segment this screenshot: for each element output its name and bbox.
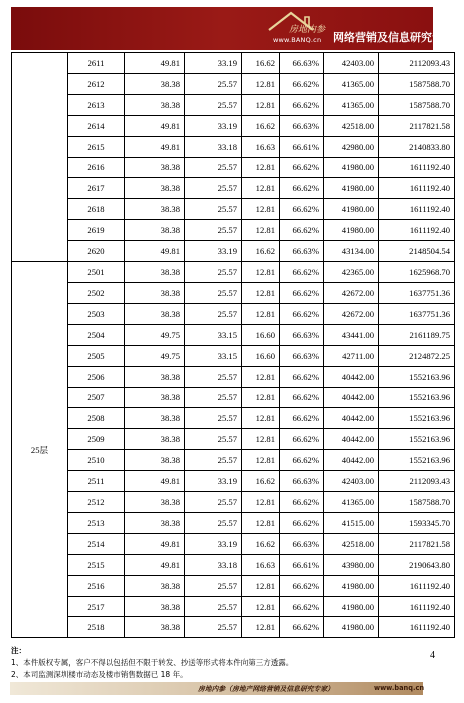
total-price-cell: 1552163.96 <box>379 429 455 450</box>
net-area-cell: 33.15 <box>185 345 242 366</box>
unit-price-cell: 41980.00 <box>324 178 379 199</box>
total-price-cell: 2124872.25 <box>379 345 455 366</box>
unit-number-cell: 2513 <box>68 512 125 533</box>
net-area-cell: 25.57 <box>185 94 242 115</box>
shared-area-cell: 12.81 <box>242 178 280 199</box>
table-row <box>12 492 455 513</box>
net-area-cell: 25.57 <box>185 366 242 387</box>
gross-area-cell: 38.38 <box>125 492 185 513</box>
unit-number-cell: 2613 <box>68 94 125 115</box>
gross-area-cell: 38.38 <box>125 262 185 283</box>
note-item-1: 1、本件版权专属，客户不得以包括但不限于转发、抄送等形式将本件向第三方透露。 <box>11 658 294 667</box>
table-body <box>12 53 455 638</box>
shared-area-cell: 12.81 <box>242 387 280 408</box>
total-price-cell: 1593345.70 <box>379 512 455 533</box>
gross-area-cell: 49.81 <box>125 241 185 262</box>
table-row <box>12 512 455 533</box>
efficiency-ratio-cell: 66.62% <box>280 303 324 324</box>
unit-price-table <box>11 52 455 638</box>
shared-area-cell: 16.63 <box>242 554 280 575</box>
efficiency-ratio-cell: 66.62% <box>280 492 324 513</box>
table-row <box>12 262 455 283</box>
shared-area-cell: 12.81 <box>242 617 280 638</box>
table-row <box>12 199 455 220</box>
unit-number-cell: 2508 <box>68 408 125 429</box>
net-area-cell: 25.57 <box>185 387 242 408</box>
notes-heading: 注： <box>11 646 26 655</box>
gross-area-cell: 38.38 <box>125 387 185 408</box>
shared-area-cell: 12.81 <box>242 94 280 115</box>
unit-price-cell: 42403.00 <box>324 53 379 74</box>
table-row <box>12 115 455 136</box>
unit-price-cell: 43441.00 <box>324 324 379 345</box>
shared-area-cell: 16.62 <box>242 115 280 136</box>
table-row <box>12 387 455 408</box>
shared-area-cell: 12.81 <box>242 73 280 94</box>
net-area-cell: 25.57 <box>185 512 242 533</box>
unit-price-cell: 40442.00 <box>324 408 379 429</box>
total-price-cell: 1611192.40 <box>379 157 455 178</box>
gross-area-cell: 38.38 <box>125 512 185 533</box>
banq-logo <box>261 10 331 48</box>
efficiency-ratio-cell: 66.63% <box>280 533 324 554</box>
table-row <box>12 471 455 492</box>
gross-area-cell: 38.38 <box>125 303 185 324</box>
total-price-cell: 1611192.40 <box>379 596 455 617</box>
shared-area-cell: 12.81 <box>242 199 280 220</box>
efficiency-ratio-cell: 66.61% <box>280 554 324 575</box>
efficiency-ratio-cell: 66.63% <box>280 471 324 492</box>
unit-number-cell: 2502 <box>68 282 125 303</box>
total-price-cell: 2112093.43 <box>379 471 455 492</box>
efficiency-ratio-cell: 66.62% <box>280 408 324 429</box>
unit-number-cell: 2501 <box>68 262 125 283</box>
total-price-cell: 1552163.96 <box>379 387 455 408</box>
table-row <box>12 282 455 303</box>
unit-price-cell: 42365.00 <box>324 262 379 283</box>
gross-area-cell: 38.38 <box>125 450 185 471</box>
unit-number-cell: 2619 <box>68 220 125 241</box>
gross-area-cell: 49.81 <box>125 136 185 157</box>
unit-number-cell: 2506 <box>68 366 125 387</box>
net-area-cell: 33.19 <box>185 115 242 136</box>
efficiency-ratio-cell: 66.62% <box>280 178 324 199</box>
unit-number-cell: 2511 <box>68 471 125 492</box>
gross-area-cell: 38.38 <box>125 94 185 115</box>
unit-number-cell: 2612 <box>68 73 125 94</box>
unit-number-cell: 2505 <box>68 345 125 366</box>
net-area-cell: 25.57 <box>185 303 242 324</box>
unit-number-cell: 2503 <box>68 303 125 324</box>
gross-area-cell: 38.38 <box>125 220 185 241</box>
table-row <box>12 94 455 115</box>
unit-price-cell: 42403.00 <box>324 471 379 492</box>
unit-price-cell: 41980.00 <box>324 199 379 220</box>
total-price-cell: 2117821.58 <box>379 115 455 136</box>
unit-number-cell: 2616 <box>68 157 125 178</box>
note-item-2: 2、本司监测深圳楼市动态及楼市销售数据已 18 年。 <box>11 670 188 679</box>
net-area-cell: 25.57 <box>185 429 242 450</box>
unit-price-cell: 43980.00 <box>324 554 379 575</box>
efficiency-ratio-cell: 66.62% <box>280 512 324 533</box>
unit-price-cell: 41980.00 <box>324 617 379 638</box>
net-area-cell: 33.15 <box>185 324 242 345</box>
efficiency-ratio-cell: 66.62% <box>280 199 324 220</box>
total-price-cell: 2117821.58 <box>379 533 455 554</box>
gross-area-cell: 38.38 <box>125 575 185 596</box>
unit-number-cell: 2509 <box>68 429 125 450</box>
shared-area-cell: 12.81 <box>242 575 280 596</box>
unit-number-cell: 2504 <box>68 324 125 345</box>
table-row <box>12 241 455 262</box>
total-price-cell: 1611192.40 <box>379 199 455 220</box>
table-row <box>12 450 455 471</box>
total-price-cell: 1625968.70 <box>379 262 455 283</box>
unit-price-cell: 43134.00 <box>324 241 379 262</box>
shared-area-cell: 16.62 <box>242 533 280 554</box>
floor-label-cell <box>12 53 68 262</box>
efficiency-ratio-cell: 66.63% <box>280 324 324 345</box>
efficiency-ratio-cell: 66.62% <box>280 262 324 283</box>
shared-area-cell: 12.81 <box>242 220 280 241</box>
gross-area-cell: 49.81 <box>125 554 185 575</box>
efficiency-ratio-cell: 66.62% <box>280 220 324 241</box>
logo-url-text: www.BANQ.cn <box>273 36 322 44</box>
table-row <box>12 533 455 554</box>
table-row <box>12 596 455 617</box>
efficiency-ratio-cell: 66.62% <box>280 450 324 471</box>
gross-area-cell: 38.38 <box>125 617 185 638</box>
table-row <box>12 53 455 74</box>
gross-area-cell: 38.38 <box>125 282 185 303</box>
table-row <box>12 324 455 345</box>
unit-number-cell: 2516 <box>68 575 125 596</box>
gross-area-cell: 38.38 <box>125 199 185 220</box>
total-price-cell: 1611192.40 <box>379 220 455 241</box>
total-price-cell: 1552163.96 <box>379 366 455 387</box>
unit-price-cell: 40442.00 <box>324 366 379 387</box>
efficiency-ratio-cell: 66.63% <box>280 53 324 74</box>
total-price-cell: 1637751.36 <box>379 303 455 324</box>
table-row <box>12 554 455 575</box>
net-area-cell: 33.19 <box>185 471 242 492</box>
shared-area-cell: 16.62 <box>242 241 280 262</box>
unit-number-cell: 2615 <box>68 136 125 157</box>
net-area-cell: 25.57 <box>185 282 242 303</box>
unit-number-cell: 2614 <box>68 115 125 136</box>
shared-area-cell: 12.81 <box>242 262 280 283</box>
unit-price-cell: 40442.00 <box>324 387 379 408</box>
gross-area-cell: 38.38 <box>125 178 185 199</box>
shared-area-cell: 16.62 <box>242 471 280 492</box>
unit-price-cell: 41980.00 <box>324 157 379 178</box>
table-row <box>12 157 455 178</box>
gross-area-cell: 49.75 <box>125 324 185 345</box>
gross-area-cell: 38.38 <box>125 73 185 94</box>
gross-area-cell: 49.81 <box>125 53 185 74</box>
total-price-cell: 2148504.54 <box>379 241 455 262</box>
total-price-cell: 2112093.43 <box>379 53 455 74</box>
shared-area-cell: 12.81 <box>242 157 280 178</box>
footer-band <box>10 682 423 695</box>
unit-number-cell: 2512 <box>68 492 125 513</box>
page-number: 4 <box>430 650 435 661</box>
footer-url: www.banq.cn <box>374 684 425 692</box>
net-area-cell: 25.57 <box>185 178 242 199</box>
table-row <box>12 73 455 94</box>
net-area-cell: 25.57 <box>185 408 242 429</box>
gross-area-cell: 38.38 <box>125 366 185 387</box>
gross-area-cell: 49.75 <box>125 345 185 366</box>
shared-area-cell: 16.60 <box>242 345 280 366</box>
net-area-cell: 25.57 <box>185 617 242 638</box>
total-price-cell: 1587588.70 <box>379 94 455 115</box>
efficiency-ratio-cell: 66.63% <box>280 115 324 136</box>
unit-price-cell: 41980.00 <box>324 596 379 617</box>
header-banner <box>11 7 454 50</box>
net-area-cell: 25.57 <box>185 220 242 241</box>
efficiency-ratio-cell: 66.62% <box>280 429 324 450</box>
total-price-cell: 1637751.36 <box>379 282 455 303</box>
net-area-cell: 25.57 <box>185 73 242 94</box>
shared-area-cell: 12.81 <box>242 512 280 533</box>
table-row <box>12 408 455 429</box>
unit-price-cell: 41365.00 <box>324 73 379 94</box>
total-price-cell: 1611192.40 <box>379 617 455 638</box>
table-row <box>12 303 455 324</box>
total-price-cell: 2190643.80 <box>379 554 455 575</box>
shared-area-cell: 12.81 <box>242 408 280 429</box>
total-price-cell: 1611192.40 <box>379 575 455 596</box>
gross-area-cell: 38.38 <box>125 596 185 617</box>
gross-area-cell: 49.81 <box>125 533 185 554</box>
net-area-cell: 25.57 <box>185 262 242 283</box>
shared-area-cell: 12.81 <box>242 282 280 303</box>
unit-price-cell: 41980.00 <box>324 575 379 596</box>
table-row <box>12 178 455 199</box>
unit-price-cell: 42711.00 <box>324 345 379 366</box>
unit-price-cell: 41980.00 <box>324 220 379 241</box>
unit-price-cell: 41515.00 <box>324 512 379 533</box>
table-row <box>12 617 455 638</box>
unit-price-cell: 42518.00 <box>324 115 379 136</box>
gross-area-cell: 49.81 <box>125 115 185 136</box>
efficiency-ratio-cell: 66.62% <box>280 94 324 115</box>
notes-section <box>11 645 421 681</box>
net-area-cell: 25.57 <box>185 596 242 617</box>
efficiency-ratio-cell: 66.62% <box>280 366 324 387</box>
unit-price-cell: 41365.00 <box>324 492 379 513</box>
unit-price-cell: 42980.00 <box>324 136 379 157</box>
total-price-cell: 2140833.80 <box>379 136 455 157</box>
floor-label-cell: 25层 <box>12 262 68 638</box>
efficiency-ratio-cell: 66.62% <box>280 617 324 638</box>
net-area-cell: 33.18 <box>185 136 242 157</box>
unit-number-cell: 2517 <box>68 596 125 617</box>
net-area-cell: 25.57 <box>185 450 242 471</box>
efficiency-ratio-cell: 66.62% <box>280 596 324 617</box>
unit-price-cell: 42672.00 <box>324 303 379 324</box>
table-row <box>12 345 455 366</box>
shared-area-cell: 12.81 <box>242 429 280 450</box>
gross-area-cell: 49.81 <box>125 471 185 492</box>
total-price-cell: 1587588.70 <box>379 492 455 513</box>
total-price-cell: 1611192.40 <box>379 178 455 199</box>
unit-number-cell: 2514 <box>68 533 125 554</box>
net-area-cell: 33.18 <box>185 554 242 575</box>
net-area-cell: 33.19 <box>185 241 242 262</box>
net-area-cell: 25.57 <box>185 492 242 513</box>
gross-area-cell: 38.38 <box>125 408 185 429</box>
total-price-cell: 2161189.75 <box>379 324 455 345</box>
gross-area-cell: 38.38 <box>125 157 185 178</box>
efficiency-ratio-cell: 66.63% <box>280 345 324 366</box>
unit-number-cell: 2617 <box>68 178 125 199</box>
efficiency-ratio-cell: 66.62% <box>280 282 324 303</box>
unit-number-cell: 2510 <box>68 450 125 471</box>
net-area-cell: 25.57 <box>185 199 242 220</box>
shared-area-cell: 12.81 <box>242 366 280 387</box>
net-area-cell: 33.19 <box>185 53 242 74</box>
unit-number-cell: 2620 <box>68 241 125 262</box>
header-slogan: 网络营销及信息研究专家 <box>333 31 454 44</box>
unit-price-cell: 42672.00 <box>324 282 379 303</box>
total-price-cell: 1552163.96 <box>379 450 455 471</box>
table-row <box>12 366 455 387</box>
net-area-cell: 33.19 <box>185 533 242 554</box>
efficiency-ratio-cell: 66.62% <box>280 73 324 94</box>
unit-number-cell: 2611 <box>68 53 125 74</box>
table-row <box>12 136 455 157</box>
unit-price-cell: 41365.00 <box>324 94 379 115</box>
efficiency-ratio-cell: 66.62% <box>280 387 324 408</box>
shared-area-cell: 12.81 <box>242 492 280 513</box>
shared-area-cell: 12.81 <box>242 596 280 617</box>
table-row <box>12 220 455 241</box>
unit-price-cell: 40442.00 <box>324 429 379 450</box>
efficiency-ratio-cell: 66.63% <box>280 241 324 262</box>
net-area-cell: 25.57 <box>185 157 242 178</box>
shared-area-cell: 16.62 <box>242 53 280 74</box>
unit-price-cell: 42518.00 <box>324 533 379 554</box>
table-row <box>12 429 455 450</box>
net-area-cell: 25.57 <box>185 575 242 596</box>
efficiency-ratio-cell: 66.61% <box>280 136 324 157</box>
table-row <box>12 575 455 596</box>
efficiency-ratio-cell: 66.62% <box>280 157 324 178</box>
gross-area-cell: 38.38 <box>125 429 185 450</box>
total-price-cell: 1552163.96 <box>379 408 455 429</box>
unit-number-cell: 2518 <box>68 617 125 638</box>
footer-text: 房地内参（房地产网络营销及信息研究专家） <box>198 685 334 693</box>
efficiency-ratio-cell: 66.62% <box>280 575 324 596</box>
shared-area-cell: 12.81 <box>242 303 280 324</box>
shared-area-cell: 16.63 <box>242 136 280 157</box>
unit-number-cell: 2515 <box>68 554 125 575</box>
shared-area-cell: 16.60 <box>242 324 280 345</box>
total-price-cell: 1587588.70 <box>379 73 455 94</box>
unit-price-cell: 40442.00 <box>324 450 379 471</box>
logo-chinese-text: 房地内参 <box>289 25 326 35</box>
unit-number-cell: 2618 <box>68 199 125 220</box>
shared-area-cell: 12.81 <box>242 450 280 471</box>
unit-number-cell: 2507 <box>68 387 125 408</box>
